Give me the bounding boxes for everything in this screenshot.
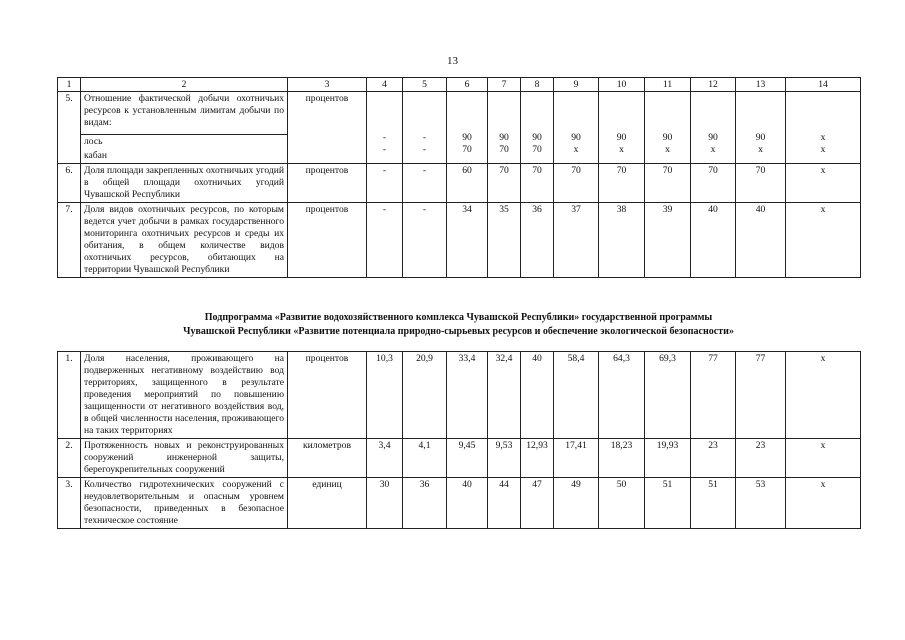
indicators-table-bottom: [57, 351, 861, 529]
value-cell: 38: [599, 203, 645, 278]
value-cell: 23: [691, 439, 736, 478]
value-cell: - -: [403, 92, 447, 164]
table-row: [58, 439, 861, 478]
value-cell: 3,4: [367, 439, 403, 478]
value-cell: 30: [367, 478, 403, 529]
value-cell: 4,1: [403, 439, 447, 478]
value-cell: 70: [691, 164, 736, 203]
value-cell: 39: [645, 203, 691, 278]
unit-cell: процентов: [288, 352, 367, 439]
value-cell: - -: [367, 92, 403, 164]
column-number: 1: [58, 78, 81, 92]
column-number: 13: [736, 78, 786, 92]
value-cell: х: [786, 164, 861, 203]
indicators-table-top: [57, 77, 861, 278]
value-cell: 69,3: [645, 352, 691, 439]
subprogram-title-line: Подпрограмма «Развитие водохозяйственного комплекса Чувашской Республики» государственной программы: [204, 312, 713, 323]
value-cell: 33,4: [447, 352, 488, 439]
unit-cell: процентов: [288, 203, 367, 278]
row-number: 7.: [58, 203, 81, 278]
column-number: 14: [786, 78, 861, 92]
value-cell: 70: [554, 164, 599, 203]
value-cell: 40: [691, 203, 736, 278]
indicator-name: Протяженность новых и реконструированных сооружений инженерной защиты, берегоукрепительных сооружений: [81, 439, 288, 478]
column-number: 2: [81, 78, 288, 92]
value-cell: 47: [521, 478, 554, 529]
value-cell: х х: [786, 92, 861, 164]
column-number: 9: [554, 78, 599, 92]
value-cell: 90 х: [599, 92, 645, 164]
value-cell: 36: [521, 203, 554, 278]
row-number: 6.: [58, 164, 81, 203]
value-cell: -: [403, 203, 447, 278]
value-cell: 90 х: [691, 92, 736, 164]
column-number-row: [58, 78, 861, 92]
value-cell: 70: [645, 164, 691, 203]
value-cell: х: [786, 203, 861, 278]
column-number: 3: [288, 78, 367, 92]
value-cell: -: [367, 164, 403, 203]
row-number: 1.: [58, 352, 81, 439]
value-cell: 44: [488, 478, 521, 529]
value-cell: 70: [521, 164, 554, 203]
indicator-name: Доля населения, проживающего на подверженных негативному воздействию вод территориях, защищенного в результате проведения мероприятий по повышению защищенности от негативного воздействия вод, в общей численности населения, проживающего на таких территориях: [81, 352, 288, 439]
value-cell: 9,45: [447, 439, 488, 478]
value-cell: 9,53: [488, 439, 521, 478]
value-cell: 51: [691, 478, 736, 529]
table-row: [58, 92, 861, 135]
value-cell: 70: [488, 164, 521, 203]
value-cell: 53: [736, 478, 786, 529]
value-cell: 51: [645, 478, 691, 529]
value-cell: 77: [691, 352, 736, 439]
unit-cell: единиц: [288, 478, 367, 529]
value-cell: 37: [554, 203, 599, 278]
table-row: [58, 352, 861, 439]
column-number: 5: [403, 78, 447, 92]
unit-cell: процентов: [288, 164, 367, 203]
indicator-name: Количество гидротехнических сооружений с неудовлетворительным и опасным уровнем безопасности, приведенных в безопасное техническое состояние: [81, 478, 288, 529]
value-cell: 50: [599, 478, 645, 529]
value-cell: 90 х: [645, 92, 691, 164]
value-cell: 49: [554, 478, 599, 529]
row-number: 5.: [58, 92, 81, 164]
value-cell: 90 70: [488, 92, 521, 164]
indicator-subname: лось: [81, 135, 288, 150]
value-cell: 19,93: [645, 439, 691, 478]
value-cell: 17,41: [554, 439, 599, 478]
page-number: 13: [447, 55, 458, 67]
value-cell: 34: [447, 203, 488, 278]
value-cell: 40: [736, 203, 786, 278]
column-number: 6: [447, 78, 488, 92]
value-cell: 23: [736, 439, 786, 478]
value-cell: 12,93: [521, 439, 554, 478]
row-number: 3.: [58, 478, 81, 529]
value-cell: 18,23: [599, 439, 645, 478]
value-cell: 90 х: [736, 92, 786, 164]
value-cell: 70: [599, 164, 645, 203]
column-number: 7: [488, 78, 521, 92]
column-number: 12: [691, 78, 736, 92]
value-cell: 40: [447, 478, 488, 529]
value-cell: 77: [736, 352, 786, 439]
value-cell: х: [786, 439, 861, 478]
value-cell: 70: [736, 164, 786, 203]
column-number: 4: [367, 78, 403, 92]
value-cell: -: [367, 203, 403, 278]
column-number: 8: [521, 78, 554, 92]
value-cell: х: [786, 478, 861, 529]
column-number: 10: [599, 78, 645, 92]
value-cell: 90 70: [521, 92, 554, 164]
value-cell: 32,4: [488, 352, 521, 439]
value-cell: 90 х: [554, 92, 599, 164]
indicator-subname: кабан: [81, 149, 288, 164]
value-cell: 90 70: [447, 92, 488, 164]
table-row: [58, 164, 861, 203]
value-cell: 35: [488, 203, 521, 278]
value-cell: 58,4: [554, 352, 599, 439]
row-number: 2.: [58, 439, 81, 478]
subprogram-title-line: Чувашской Республики «Развитие потенциала природно-сырьевых ресурсов и обеспечение экологической безопасности»: [183, 326, 734, 337]
unit-cell: процентов: [288, 92, 367, 164]
value-cell: -: [403, 164, 447, 203]
unit-cell: километров: [288, 439, 367, 478]
value-cell: 64,3: [599, 352, 645, 439]
table-row: [58, 478, 861, 529]
value-cell: 60: [447, 164, 488, 203]
table-row: [58, 203, 861, 278]
subprogram-title: [57, 311, 860, 339]
value-cell: х: [786, 352, 861, 439]
indicator-name: Доля площади закрепленных охотничьих угодий в общей площади охотничьих угодий Чувашской Республики: [81, 164, 288, 203]
column-number: 11: [645, 78, 691, 92]
value-cell: 36: [403, 478, 447, 529]
indicator-name: Отношение фактической добычи охотничьих ресурсов к установленным лимитам добычи по видам:: [81, 92, 288, 135]
indicator-name: Доля видов охотничьих ресурсов, по которым ведется учет добычи в рамках государственного мониторинга охотничьих ресурсов и среды их обитания, в общем количестве видов охотничьих ресурсов, обитающих на территории Чувашской Республики: [81, 203, 288, 278]
value-cell: 10,3: [367, 352, 403, 439]
value-cell: 40: [521, 352, 554, 439]
value-cell: 20,9: [403, 352, 447, 439]
